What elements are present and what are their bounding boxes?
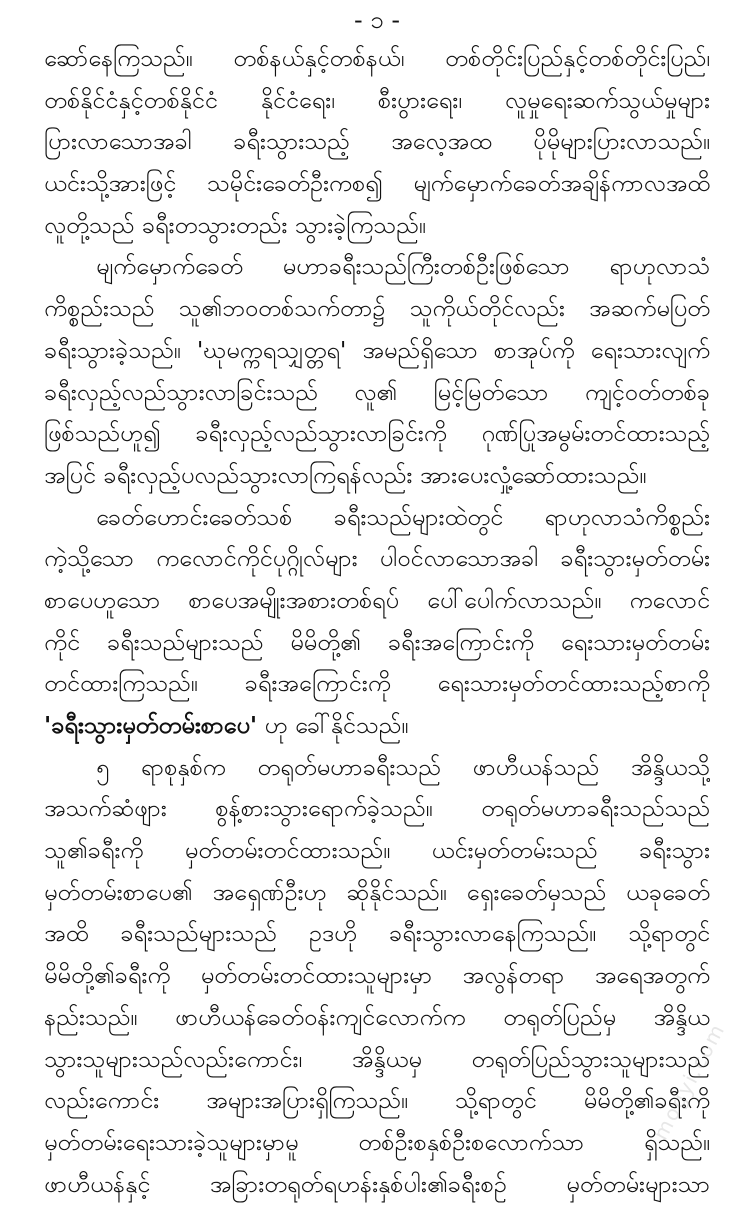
text-line: ဖာဟီယန်နှင့် အခြားတရုတ်ရဟန်းနှစ်ပါး၏ခရီးစဉ် မှတ်တမ်းများသာ xyxy=(44,1169,710,1198)
paragraph-4 xyxy=(44,747,710,1205)
text-line: တင်ထားကြသည်။ ခရီးအကြောင်းကို ရေးသားမှတ်တင်ထားသည့်စာကို xyxy=(44,669,710,698)
text-line: ယင်းသို့အားဖြင့် သမိုင်းခေတ်ဦးကစ၍ မျက်မှောက်ခေတ်အချိန်ကာလအထိ xyxy=(44,169,710,198)
text-line: စာပေဟူသော စာပေအမျိုးအစားတစ်ရပ် ပေါ်ပေါက်လာသည်။ ကလောင် xyxy=(44,585,710,614)
text-line: လည်းကောင်း အများအပြားရှိကြသည်။ သို့ရာတွင် မိမိတို့၏ခရီးကို xyxy=(44,1086,710,1115)
text-line: လူတို့သည် ခရီးတသွားတည်း သွားခဲ့ကြသည်။ xyxy=(44,210,426,239)
text-line: ခေတ်ဟောင်းခေတ်သစ် ခရီးသည်များထဲတွင် ရာဟုလာသံကိစ္စည်း xyxy=(96,502,710,531)
text-line: ခရီးလှည့်လည်သွားလာခြင်းသည် လူ၏ မြင့်မြတ်သော ကျင့်ဝတ်တစ်ခု xyxy=(44,377,710,406)
text-line-closing xyxy=(44,705,710,747)
page-number: - ၁ - xyxy=(353,6,401,34)
text-line: မှတ်တမ်းရေးသားခဲ့သူများမှာမူ တစ်ဦးစနှစ်ဦးစလောက်သာ ရှိသည်။ xyxy=(44,1127,710,1156)
text-line: အထိ ခရီးသည်များသည် ဥဒဟို ခရီးသွားလာနေကြသည်။ သို့ရာတွင် xyxy=(44,919,710,948)
closing-text: ဟု ခေါ်နိုင်သည်။ xyxy=(257,711,409,739)
text-line: မှတ်တမ်းစာပေ၏ အရှေဏ်ဦးဟု ဆိုနိုင်သည်။ ရှေးခေတ်မှသည် ယခုခေတ် xyxy=(44,877,710,906)
body-text xyxy=(44,38,710,1205)
text-line: မျက်မှောက်ခေတ် မဟာခရီးသည်ကြီးတစ်ဦးဖြစ်သော ရာဟုလာသံ xyxy=(96,252,710,281)
text-line: ပြားလာသောအခါ ခရီးသွားသည့် အလေ့အထ ပိုမိုများပြားလာသည်။ xyxy=(44,127,710,156)
term-travelogue-literature: 'ခရီးသွားမှတ်တမ်းစာပေ' xyxy=(44,711,258,739)
paragraph-3 xyxy=(44,497,710,747)
text-line: ကိစ္စည်းသည် သူ၏ဘဝတစ်သက်တာ၌ သူကိုယ်တိုင်လည်း အဆက်မပြတ် xyxy=(44,294,710,323)
watermark: mogyi.com xyxy=(648,1018,730,1144)
text-line: နည်းသည်။ ဖာဟီယန်ခေတ်ဝန်းကျင်လောက်က တရုတ်ပြည်မှ အိန္ဒိယ xyxy=(44,1002,710,1031)
text-line: အသက်ဆံဖျား စွန့်စားသွားရောက်ခဲ့သည်။ တရုတ်မဟာခရီးသည်သည် xyxy=(44,794,710,823)
text-line: ကိုင် ခရီးသည်များသည် မိမိတို့၏ ခရီးအကြောင်းကို ရေးသားမှတ်တမ်း xyxy=(44,627,710,656)
text-line: ခရီးသွားခဲ့သည်။ 'ဃုမက္ကရသျှတ္တရ' အမည်ရှိသော စာအုပ်ကို ရေးသားလျက် xyxy=(44,335,710,364)
text-line: အပြင် ခရီးလှည့်ပလည်သွားလာကြရန်လည်း အားပေးလှုံ့ဆော်ထားသည်။ xyxy=(44,460,647,489)
text-line: သွားသူများသည်လည်းကောင်း၊ အိန္ဒိယမှ တရုတ်ပြည်သွားသူများသည် xyxy=(44,1044,710,1073)
text-line: ၅ ရာစုနှစ်က တရုတ်မဟာခရီးသည် ဖာဟီယန်သည် အိန္ဒိယသို့ xyxy=(96,752,710,781)
text-line: တစ်နိုင်ငံနှင့်တစ်နိုင်ငံ နိုင်ငံရေး၊ စီးပွားရေး၊ လူမှုရေးဆက်သွယ်မှုများ xyxy=(44,85,710,114)
paragraph-2 xyxy=(44,246,710,496)
text-line: ဖြစ်သည်ဟူ၍ ခရီးလှည့်လည်သွားလာခြင်းကို ဂုဏ်ပြုအမွမ်းတင်ထားသည့် xyxy=(44,419,710,448)
text-line: ဆော်နေကြသည်။ တစ်နယ်နှင့်တစ်နယ်၊ တစ်တိုင်းပြည်နှင့်တစ်တိုင်းပြည်၊ xyxy=(44,44,710,72)
text-line: သူ၏ခရီးကို မှတ်တမ်းတင်ထားသည်။ ယင်းမှတ်တမ်းသည် ခရီးသွား xyxy=(44,836,710,865)
text-line: မိမိတို့၏ခရီးကို မှတ်တမ်းတင်ထားသူများမှာ အလွန်တရာ အရေအတွက် xyxy=(44,961,710,990)
text-line: ကဲ့သို့သော ကလောင်ကိုင်ပုဂ္ဂိုလ်များ ပါဝင်လာသောအခါ ခရီးသွားမှတ်တမ်း xyxy=(44,544,710,573)
paragraph-1 xyxy=(44,38,710,246)
